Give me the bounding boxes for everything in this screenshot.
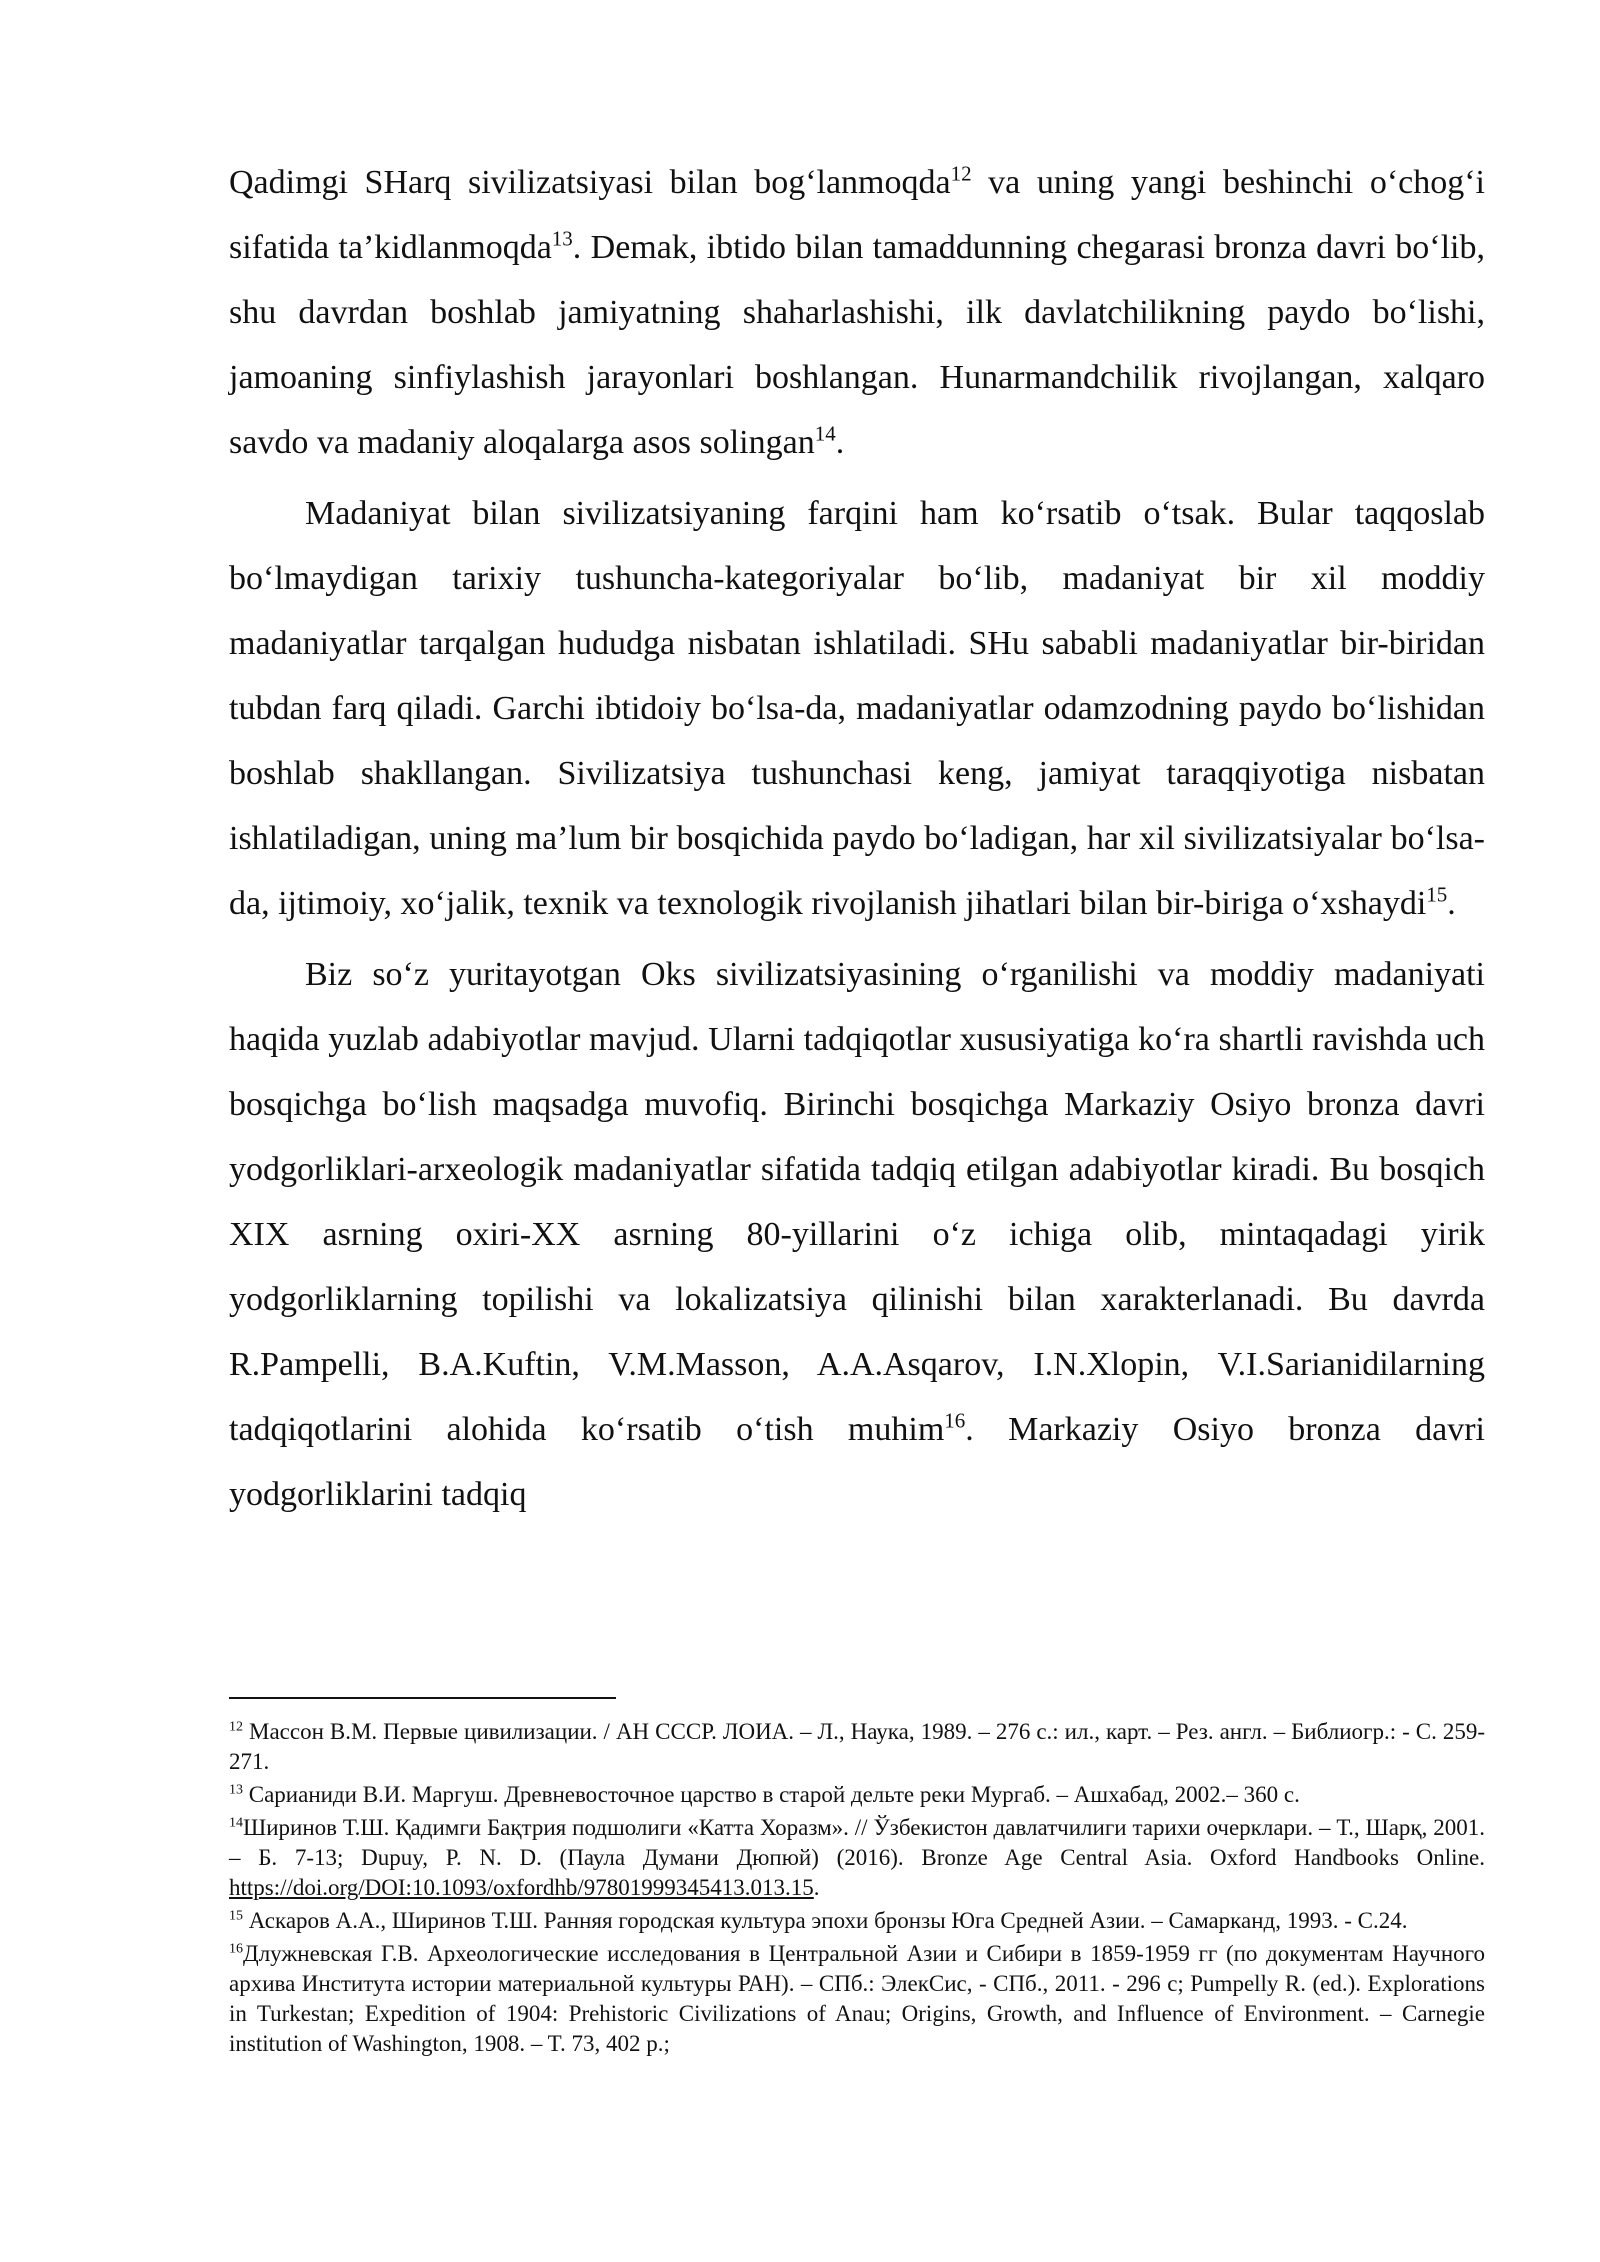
footnote-text: Аскаров А.А., Ширинов Т.Ш. Ранняя городская культура эпохи бронзы Юга Средней Азии. – Самарканд, 1993. - С.24. xyxy=(248,1908,1408,1933)
footnote-ref: 16 xyxy=(944,1408,966,1433)
footnote-number: 15 xyxy=(229,1908,243,1924)
footnote-14: $^{14}$Ширинов Т.Ш. Қадимги Бақтрия подшолиги «Катта Хоразм». // Ўзбекистон давлатчилиги тарихи очерклари. – Т., Шарқ, 2001. – Б. 7-13; Dupuy, P. N. D. (Паула Думани Дюпюй) (2016). Bronze Age Central Asia. Oxford Handbooks Online. https://doi.org/DOI:10.1093/oxfordhb/97801999345413.013.15. xyxy=(229,1815,1485,1900)
footnotes xyxy=(229,1717,1485,2062)
paragraph-text: Madaniyat bilan sivilizatsiyaning farqini ham ko‘rsatib o‘tsak. Bular taqqoslab bo‘lmaydigan tarixiy tushuncha-kategoriyalar bo‘lib, madaniyat bir xil moddiy madaniyatlar tarqalgan hududga nisbatan ishlatiladi. SHu sababli madaniyatlar bir-biridan tubdan farq qiladi. Garchi ibtidoiy bo‘lsa-da, madaniyatlar odamzodning paydo bo‘lishidan boshlab shakllangan. Sivilizatsiya tushunchasi keng, jamiyat taraqqiyotiga nisbatan ishlatiladigan, uning ma’lum bir bosqichida paydo bo‘ladigan, har xil sivilizatsiyalar bo‘lsa-da, ijtimoiy, xo‘jalik, texnik va texnologik rivojlanish jihatlari bilan bir-biriga o‘xshaydi xyxy=(229,495,1485,922)
footnote-16 xyxy=(229,1939,1485,2059)
paragraph-text: . Demak, ibtido bilan tamaddunning chegarasi bronza davri bo‘lib, shu davrdan boshlab jamiyatning shaharlashishi, ilk davlatchilikning paydo bo‘lishi, jamoaning sinfiylashish jarayonlari boshlangan. Hunarmandchilik rivojlangan, xalqaro savdo va madaniy aloqalarga asos solingan xyxy=(229,229,1485,461)
footnote-separator xyxy=(229,1697,616,1699)
paragraph-text: Qadimgi SHarq sivilizatsiyasi bilan bog‘lanmoqda xyxy=(229,164,951,201)
paragraph-1 xyxy=(229,150,1485,475)
footnote-ref: 15 xyxy=(1426,882,1448,907)
paragraph-text: va uning yangi beshinchi o‘chog‘i sifatida ta’kidlanmoqda xyxy=(229,164,1486,266)
footnote-number: 14 xyxy=(229,1815,243,1831)
footnote-text: Ширинов Т.Ш. Қадимги Бақтрия подшолиги «Катта Хоразм». // Ўзбекистон давлатчилиги тарихи очерклари. – Т., Шарқ, 2001. – Б. 7-13; Dupuy, P. N. D. (Паула Думани Дюпюй) (2016). Bronze Age Central Asia. Oxford Handbooks Online. xyxy=(229,1815,1485,1870)
footnote-text: Массон В.М. Первые цивилизации. / АН СССР. ЛОИА. – Л., Наука, 1989. – 276 с.: ил., карт. – Рез. англ. – Библиогр.: - С. 259-271. xyxy=(229,1719,1485,1774)
body-text xyxy=(229,150,1485,1533)
footnote-number: 16 xyxy=(229,1941,243,1957)
footnote-ref: 14 xyxy=(814,421,836,446)
footnote-text: Длужневская Г.В. Археологические исследования в Центральной Азии и Сибири в 1859-1959 гг (по документам Научного архива Института истории материальной культуры РАН). – СПб.: ЭлекСис, - СПб., 2011. - 296 с; Pumpelly R. (ed.). Explorations in Turkestan; Expedition of 1904: Prehistoric Civilizations of Anau; Origins, Growth, and Influence of Environment. – Carnegie institution of Washington, 1908. – T. 73, 402 p.; xyxy=(229,1941,1485,2056)
paragraph-text: Biz so‘z yuritayotgan Oks sivilizatsiyasining o‘rganilishi va moddiy madaniyati haqida yuzlab adabiyotlar mavjud. Ularni tadqiqotlar xususiyatiga ko‘ra shartli ravishda uch bosqichga bo‘lish maqsadga muvofiq. Birinchi bosqichga Markaziy Osiyo bronza davri yodgorliklari-arxeologik madaniyatlar sifatida tadqiq etilgan adabiyotlar kiradi. Bu bosqich XIX asrning oxiri-XX asrning 80-yillarini o‘z ichiga olib, mintaqadagi yirik yodgorliklarning topilishi va lokalizatsiya qilinishi bilan xarakterlanadi. Bu davrda R.Pampelli, B.A.Kuftin, V.M.Masson, A.A.Asqarov, I.N.Xlopin, V.I.Sarianidilarning tadqiqotlarini alohida ko‘rsatib o‘tish muhim xyxy=(229,956,1485,1448)
footnote-12 xyxy=(229,1717,1485,1777)
footnote-ref: 12 xyxy=(950,161,972,186)
doi-link[interactable]: https://doi.org/DOI:10.1093/oxfordhb/97801999345413.013.15 xyxy=(229,1875,814,1900)
paragraph-2 xyxy=(229,481,1485,936)
paragraph-3 xyxy=(229,942,1485,1527)
footnote-15 xyxy=(229,1906,1485,1936)
footnote-ref: 13 xyxy=(551,226,573,251)
footnote-text: Сарианиди В.И. Маргуш. Древневосточное царство в старой дельте реки Мургаб. – Ашхабад, 2002.– 360 с. xyxy=(248,1782,1300,1807)
paragraph-text: . xyxy=(835,424,845,461)
footnote-number: 13 xyxy=(229,1782,243,1798)
footnote-number: 12 xyxy=(229,1719,243,1735)
paragraph-text: . xyxy=(1447,885,1456,922)
paragraph-text: . Markaziy Osiyo bronza davri yodgorliklarini tadqiq xyxy=(229,1411,1485,1513)
footnote-13 xyxy=(229,1780,1485,1810)
